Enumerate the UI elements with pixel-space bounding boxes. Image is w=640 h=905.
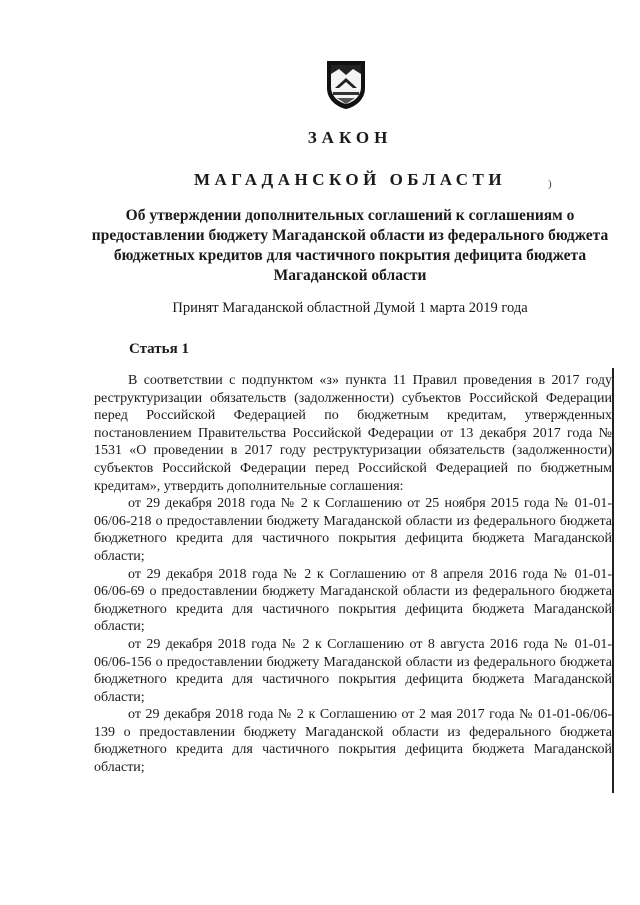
coat-of-arms-icon [323,58,369,110]
stray-mark: ) [548,178,552,190]
law-title: ЗАКОН [307,128,393,147]
article-body [94,372,612,777]
region-title: МАГАДАНСКОЙ ОБЛАСТИ [193,170,507,189]
list-item: от 29 декабря 2018 года № 2 к Соглашению от 2 мая 2017 года № 01-01-06/06-139 о предоставлении бюджету Магаданской области из федерального бюджета бюджетного кредита для частичного покрытия дефицита бюджета Магаданской области; [94,707,612,776]
article-heading: Статья 1 [129,341,189,357]
list-item: от 29 декабря 2018 года № 2 к Соглашению от 25 ноября 2015 года № 01-01-06/06-218 о предоставлении бюджету Магаданской области из федерального бюджета бюджетного кредита для частичного покрытия дефицита бюджета Магаданской области; [94,496,612,564]
scan-edge-line [612,368,614,793]
adoption-note: Принят Магаданской областной Думой 1 марта 2019 года [172,300,528,316]
article-intro: В соответствии с подпунктом «з» пункта 11 Правил проведения в 2017 году реструктуризации обязательств (задолженности) субъектов Российской Федерации перед Российской Федерацией по бюджетным кредитам, утвержденных постановлением Правительства Российской Федерации от 13 декабря 2017 года № 1531 «О проведении в 2017 году реструктуризации обязательств (задолженности) субъектов Российской Федерации перед Российской Федерацией по бюджетным кредитам», утвердить дополнительные соглашения: [94,373,612,494]
law-subject: Об утверждении дополнительных соглашений к соглашениям о предоставлении бюджету Магаданской области из федерального бюджета бюджетных кредитов для частичного покрытия дефицита бюджета Магаданской области [91,207,609,284]
list-item: от 29 декабря 2018 года № 2 к Соглашению от 8 апреля 2016 года № 01-01-06/06-69 о предоставлении бюджету Магаданской области из федерального бюджета бюджетного кредита для частичного покрытия дефицита бюджета Магаданской области; [94,566,612,635]
list-item: от 29 декабря 2018 года № 2 к Соглашению от 8 августа 2016 года № 01-01-06/06-156 о предоставлении бюджету Магаданской области из федерального бюджета бюджетного кредита для частичного покрытия дефицита бюджета Магаданской области; [94,636,612,705]
